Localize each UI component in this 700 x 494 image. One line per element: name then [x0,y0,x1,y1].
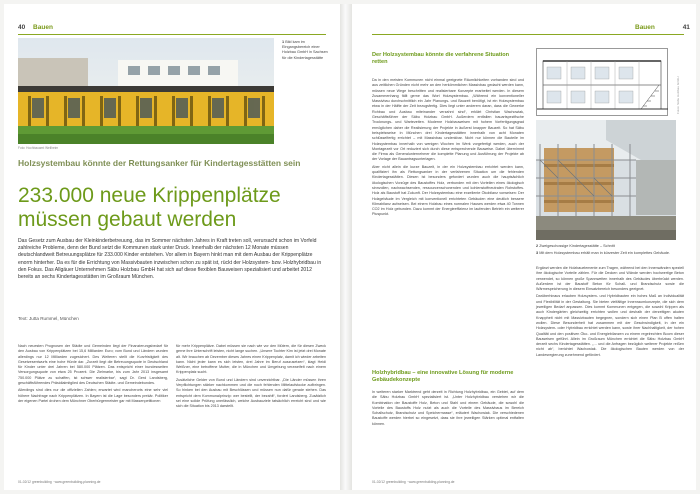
subhead-1: Der Holzsystembau könnte die verfahrene Situation retten [372,52,510,65]
left-column-1 [18,344,168,406]
right-column-2 [536,266,684,360]
lead-paragraph: Das Gesetz zum Ausbau der Kleinkinderbetreuung, das im Sommer nächsten Jahres in Kraft treten soll, verursacht schon im Vorfeld zahlreiche Probleme, denn der Bund setzt die Kommunen stark unter Druck. Innerhalb der nächsten 12 Monate müssen deutschlandweit Betreuungsplätze für 233.000 Kinder entstehen. Vor allem in Bayern hinkt man mit dem Ausbau der Krippenplätze enorm hinterher. Da es für die Errichtung von Massivbauten inzwischen schon zu spät ist, rückt der Holzsystem- bzw. Holzhybridbau in den Fokus. Das Allgäuer Unternehmen Säbu Holzbau GmbH hat sich auf diese flexiblen Bauweisen spezialisiert und arbeitet 2012 bereits an sechs Kindertagesstätten im Großraum München. [18,238,322,281]
subhead-2: Holzhybridbau – eine innovative Lösung für moderne Gebäudekonzepte [372,370,514,383]
kicker: Holzsystembau könnte der Rettungsanker für Kindertagesstätten sein [18,158,301,168]
caption-number: 1 [282,40,285,44]
paragraph: Aber nicht allein die kurze Bauzeit, in der ein Holzsystembau errichtet werden kann, qualifiziert ihn als Rettungsanker in der verfahrenen Situation um die fehlenden Kindertagesstätten. Diesen ist besonders gefordert wurden auch die hauptsächlich ökologischen Vorzüge des Baustoffes Holz, verbunden mit den Vorteilen eines ökologisch sinnvollen, nachwachsenden, ressourcenschonenden und kohlenstoffneutralen Rohstoffes. Holz als Baustoff hat Zukunft. Der Holzsystembau eine exzellente Ökobilanz vorweisen: Der Holzgebäude im Vergleich mit konventionell errichteten Gebäuden eine deutlich bessere Klimabilanz aufweisen. Bei einem Holzbau eines normalen Hauses werden etwa 40 Tonnen CO2 im Holz gebunden. Dazu kommt der Energieeffizienz im laufenden Betrieb ein weiterer Pluspunkt. [372,164,524,217]
caption-number: 2 [536,244,539,248]
paragraph: für mehr Krippenplätze. Dabei müssen sie nach wie vor den Mütern, die für diesen Zweck gerne ihre Unterschrift leisten, nicht lange suchen. „Unsere Tochter Kim ist jetzt drei Monate alt. Wir brauchen ab Dezember dieses Jahres einen Krippenplatz, damit ich wieder arbeiten kann. Nicht jeder kann es sich leisten, drei Jahre im Beruf auszusetzen“, klagt Heidi Weißner, eine betroffene Mutter, die in München und Umgebung verzweifelt nach einem Krippenplatz sucht. [176,344,326,375]
caption-text: Zweigeschossige Kindertagesstätte – Schnitt [539,244,615,248]
paragraph: Nach neuesten Prognosen der Städte und Gemeinden liegt der Finanzierungsbedarf für den Ausbau von Krippenplätzen bei 15,6 Milliarden Euro; vom Bund und Ländern wurden allerdings nur 12 Milliarden zugesichert. Des Weiteren stellt die Kurzfristigkeit des Gesetzesentwurfs eine hohe Hürde dar. „Zurzeit liegt die Betreuungsquote in Deutschland für Kinder unter drei Jahren bei 580.000 Plätzen. Das entspricht einer bundesweiten Versorgungsquote von etwa 25 Prozent. Die Zielmarke, bis zum Jahr 2013 insgesamt 750.000 Plätze zu schaffen, ist schwer realisierbar“, sagt Dr. Gerd Landsberg, geschäftsführendes Präsidialmitglied des Deutschen Städte- und Gemeindebundes. [18,344,168,386]
paragraph: Darüberhinaus erlauben Holzsystem- und Hybridbauten ein hohes Maß an Individualität und Flexibilität in der Gestaltung. Sie bieten vielfältige Innenraumkonzepte, die sich dem jeweiligen Bedarf anpassen. Dies kommt Kommunen entgegen, die sowohl Krippen als auch Kindergärten gleichzeitig errichten wollen und deshalb der derzeitigen akuten Knappheit nicht mit Massivbauten begegnen, sondern sich einen Plan B offen halten wollen. Diese Besonderheit hat zusammen mit der Geschwindigkeit, in der ein Holzsystem- oder Hybridbau errichtet werden kann, sowie ihrer Nachhaltigkeit, der hohen Qualität und den positiven Öko- und Energiebilanzen zu einem regelrechten Boom dieser Bauweisen geführt. Allein im Großraum München errichtet die Säbu Holzbau GmbH derzeit sechs Kindertagesstätten. „… und die Anfragen bezüglich weiterer Projekte reißen nicht ab“, berichtet Wachowiak. Die ökologischen Bauten werden von der Landesregierung zunehmend gefördert. [536,294,684,357]
section-label: Bauen [635,24,655,31]
paragraph: In weiteren starker Marktrend geht derzeit in Richtung Holzhybridbau, ein Gebiet, auf dem die Säbu Holzbau GmbH spezialisiert ist. „Unter Holzhybridbau verstehen wir die Kombination der Baustoffe Holz, Beton und Stahl und einem Gebäude, die sowohl die Vorteile des Baustoffs Holz nutzt als auch die Vorteile des Massivbaus im Bereich Schallschutz, Brandschutz und Speichermasse“, erläutert Wachowiak. Die verschiedenen Baustoffe werden hierbei so eingesetzt, dass sie ihre jeweiligen Stärken optimal entfalten können. [372,390,524,426]
section-label: Bauen [33,24,53,31]
caption-text: Mit dem Holzsystembau erhält man in kürzester Zeit ein komplettes Gebäude. [539,251,671,256]
photo-caption [282,40,332,61]
author-line: Text: Jutta Rummel, München [18,316,79,321]
page-gutter [340,4,352,490]
left-page [4,4,340,490]
page-number: 40 [18,24,26,31]
footer-publication: greenbuilding · www.greenbuilding-planning.de [385,480,455,484]
section-drawing [536,48,668,116]
caption-item [536,244,676,249]
caption-number: 3 [536,251,539,256]
left-column-2 [176,344,326,412]
right-column-1b [372,390,524,429]
paragraph: Ergänzt werden die Holzbauelemente zum Tragen, während bei den Innenwänden speziell ihre ökologische Vorteile zählen. Für die Decken und Wände werden hochwertige Beton verwendet, so können große Spannweiten innerhalb des Gebäudes überbrückt werden. Außerdem ist der Baustoff Beton für Schall- und Brandschutz sowie die Wärmespeicherung in diesem Einsatzbereich besonders geeignet. [536,266,684,292]
caption-item [536,251,676,256]
footer-publication: greenbuilding · www.greenbuilding-planning.de [31,480,101,484]
right-page [352,4,696,490]
footer-right [372,480,455,484]
header-rule [18,34,326,35]
page-number: 41 [682,24,690,31]
footer-issue: 01-02/12 [372,480,386,484]
paragraph: Allerdings sind dies nur die offiziellen Zahlen; erwartet wird mancherorts eine sehr viel höhere Nachfrage nach Krippenplätzen. In Bayern ist die Lage besonders prekär. Politiker der eigenen Partei drohen dem Münchner Oberbürgermeister gar mit Massenpetitionen [18,388,168,403]
folio-left [18,24,53,31]
caption-text: Bild kam im Eingangsbereich einer Holzbau GmbH in Sachsen für die Kindertagesstätte [282,40,328,60]
kindergarten-photo-graphic [18,38,274,144]
header-rule [372,34,684,35]
paragraph: Da in den meisten Kommunen nicht einmal geeignete Räumlichkeiten vorhanden sind und aus zeitlichen Gründen nicht mehr an den herkömmlichen Massivbau gedacht werden kann, müssen neue Wege beschritten und realisierbare Konzepte erarbeitet werden. In diesem Zusammenhang fällt gerne das Wort Holzsystembau. „Während ein konventioneller Massivbau durchschnittlich ein Jahr Planungs- und Bauzeit benötigt, ist ein Holzsystembau etwa in der Hälfte der Zeit bezugsfertig. Dies liegt unter anderem daran, dass die Gewerke Rohbau und Ausbau miteinander verzahnt sind“, erklärt Christian Wachowiak, Geschäftsführer der Säbu Holzbau GmbH. Außerdem entfallen bauartspezifische Trocknungs- und Wartezeiten. Moderne Holzbauweisen mit hohem Vorfertigungsgrad ermöglichen daher die Realisierung der Projekte in äußerst knapper Bauzeit. So hat Säbu beispielsweise in München drei Kindertagesstätten innerhalb von acht Monaten schlüsselfertig errichtet – mit Massivbau undenkbar. Nicht nur können die Bauteile im Holzsystembau innerhalb von wenigen Wochen im Werk vorgefertigt werden, auch der Montagezeit vor Ort reduziert sich durch diese entsprechende Bauweise. Dabei übernimmt die Firma als Generalunternehmer die komplette Planung und Ausführung der Projekte ab der Vorlage der Bauantragsunterlagen. [372,78,524,162]
kindergarten-photo [18,38,274,144]
folio-right [635,24,690,31]
right-column-1 [372,78,524,220]
caption-block [536,244,676,256]
construction-photo [536,120,676,240]
photo-credit: Foto: Hochbauamt Weilheim [18,146,59,150]
footer-left [18,480,101,484]
footer-issue: 01-02/12 [18,480,32,484]
section-drawing-graphic [537,49,668,116]
photo-credit-vertical: Fotos: Säbu Holzbau GmbH [676,76,680,114]
headline: 233.000 neue Krippenplätze müssen gebaut werden [18,184,281,231]
construction-photo-graphic [536,120,676,240]
paragraph: Zusätzliche Gelder von Bund und Ländern sind unverzichtbar. „Die Länder müssen ihren Verpflichtungen stärker nachkommen und die noch fehlenden Mittelaufstocke aufbringen. So hinken bei den Ausbau mit Beschlüssen und müssen nun dafür gerade stehen. Das entspricht dem Kommunalprinzip: wer bestellt, der bezahlt“, fordert Landsberg. Zusätzlich sei eine solide Prüfung unerlässlich, welche Ausbauziele tatsächlich erreicht sind und wie sich die Situation bis 2013 darstellt. [176,377,326,409]
